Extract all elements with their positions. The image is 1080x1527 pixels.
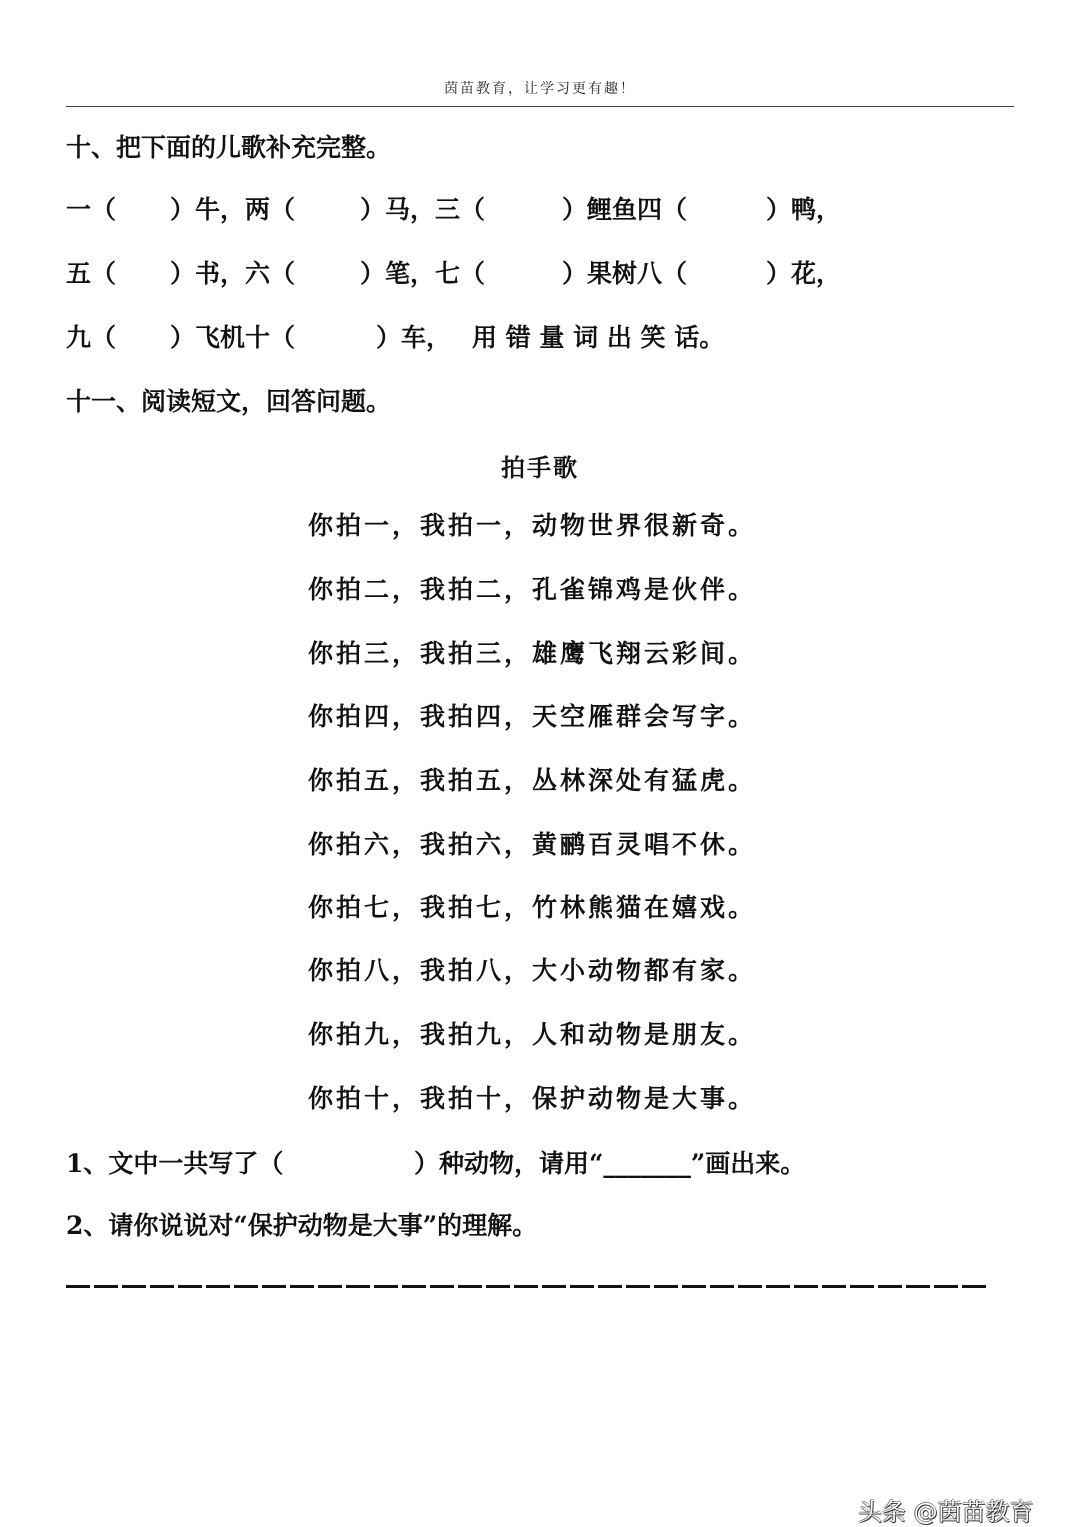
line-segment: ）书，六（ xyxy=(170,259,296,288)
line-segment: ）笔，七（ xyxy=(360,259,486,288)
poem-line: 你拍十，我拍十，保护动物是大事。 xyxy=(308,1084,757,1113)
poem-line: 你拍二，我拍二，孔雀锦鸡是伙伴。 xyxy=(308,575,757,604)
line-segment: 一（ xyxy=(66,195,117,224)
poem-line: 你拍五，我拍五，丛林深处有猛虎。 xyxy=(308,766,757,795)
line-segment: ）花， xyxy=(766,259,842,288)
question-segment: 2、请你说说对“保护动物是大事”的理解。 xyxy=(66,1211,538,1240)
section-11-title: 十一、阅读短文，回答问题。 xyxy=(66,387,392,416)
line-segment: 九（ xyxy=(66,323,117,352)
header-divider xyxy=(66,106,1014,107)
section-10-title: 十、把下面的儿歌补充完整。 xyxy=(66,133,392,162)
line-segment: ）果树八（ xyxy=(562,259,688,288)
answer-line xyxy=(66,1285,990,1288)
line-segment: 用 错 量 词 出 笑 话。 xyxy=(472,323,725,352)
poem-line: 你拍一，我拍一，动物世界很新奇。 xyxy=(308,511,757,540)
poem-line: 你拍九，我拍九，人和动物是朋友。 xyxy=(308,1020,757,1049)
line-segment: ）鲤鱼四（ xyxy=(562,195,688,224)
line-segment: ）飞机十（ xyxy=(170,323,296,352)
poem-title: 拍手歌 xyxy=(501,453,579,482)
line-segment: ）马，三（ xyxy=(360,195,486,224)
watermark: 头条 @茵苗教育 xyxy=(858,1498,1034,1526)
line-segment: ）车， xyxy=(376,323,452,352)
poem-line: 你拍四，我拍四，天空雁群会写字。 xyxy=(308,702,757,731)
poem-line: 你拍六，我拍六，黄鹂百灵唱不休。 xyxy=(308,830,757,859)
poem-line: 你拍三，我拍三，雄鹰飞翔云彩间。 xyxy=(308,639,757,668)
question-segment: ）种动物，请用“_______”画出来。 xyxy=(414,1149,806,1178)
page-header: 茵苗教育，让学习更有趣！ xyxy=(444,81,636,97)
line-segment: ）鸭， xyxy=(766,195,842,224)
question-segment: 1、文中一共写了（ xyxy=(66,1149,284,1178)
poem-line: 你拍七，我拍七，竹林熊猫在嬉戏。 xyxy=(308,893,757,922)
poem-line: 你拍八，我拍八，大小动物都有家。 xyxy=(308,956,757,985)
line-segment: ）牛，两（ xyxy=(170,195,296,224)
line-segment: 五（ xyxy=(66,259,117,288)
